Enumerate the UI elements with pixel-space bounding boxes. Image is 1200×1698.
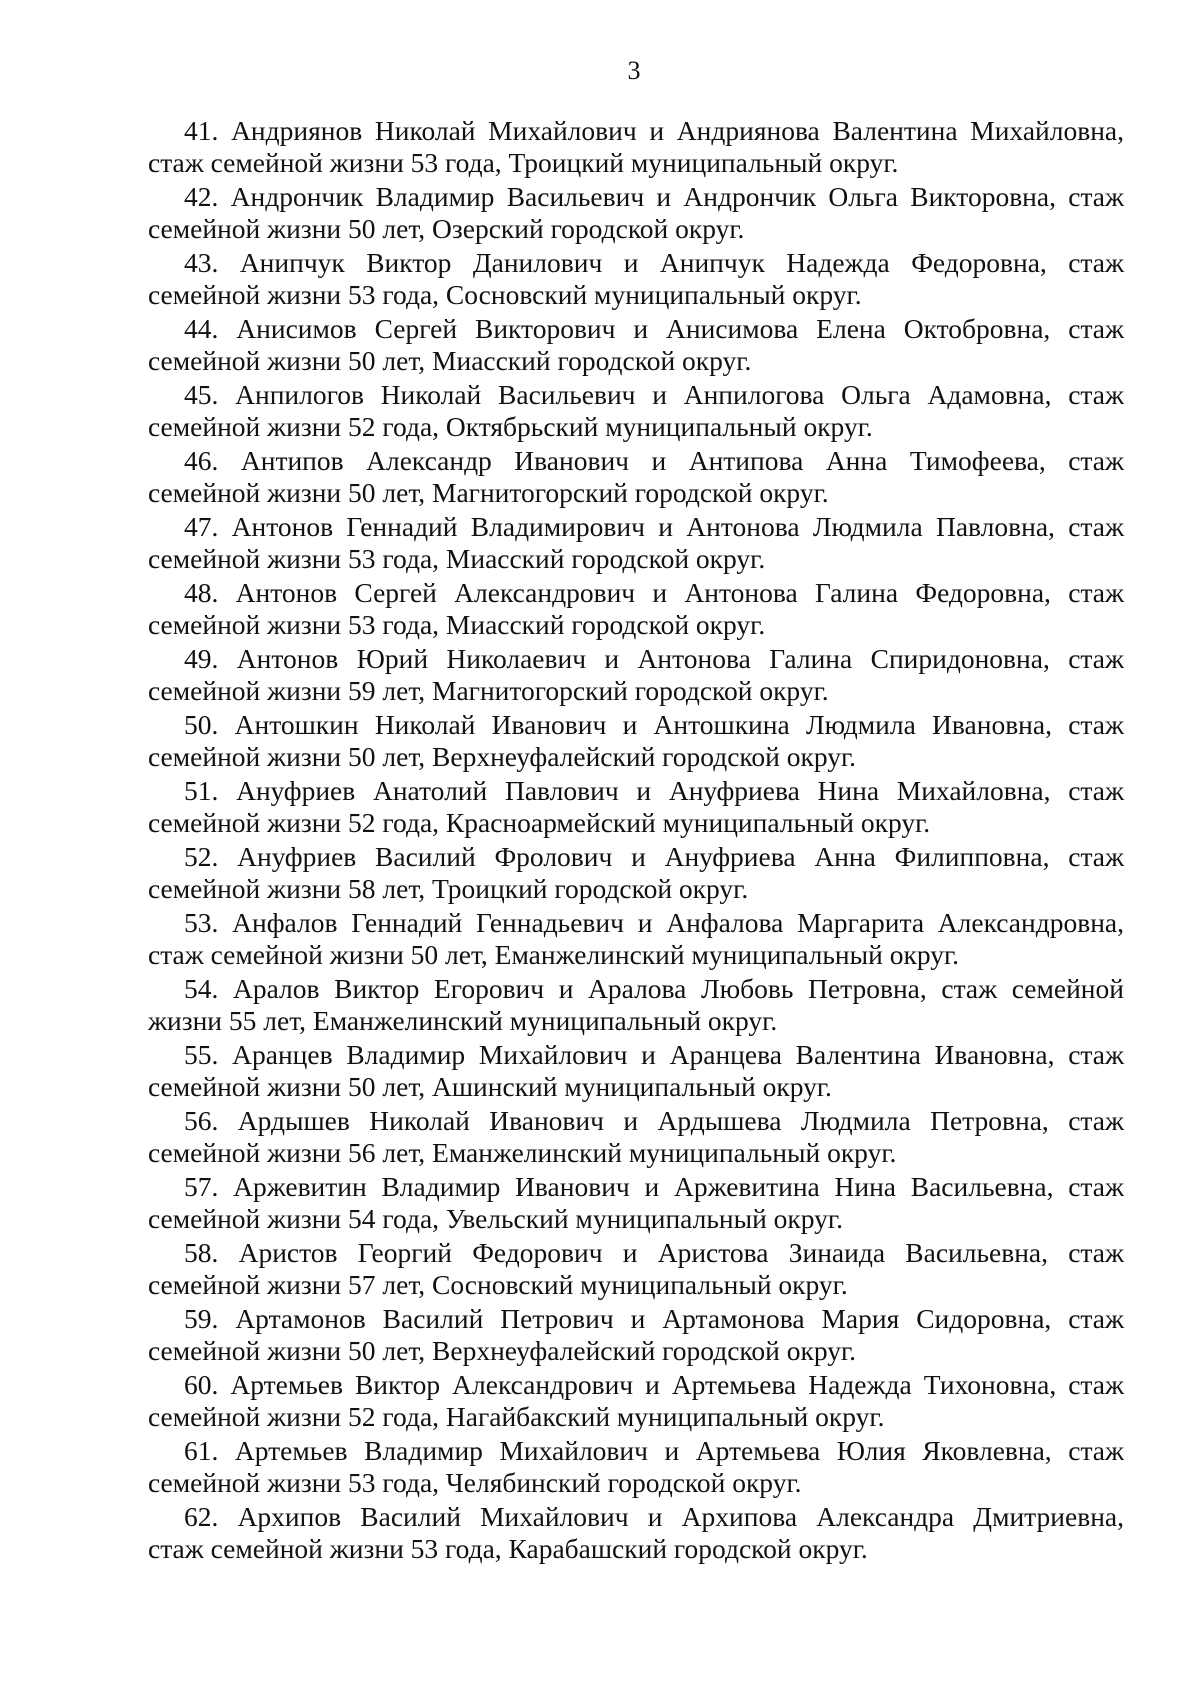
entry-line-2: семейной жизни 52 года, Октябрьский муниципальный округ. [148,411,873,442]
list-item [148,1435,1124,1499]
entry-line-1: 56. Ардышев Николай Иванович и Ардышева Людмила Петровна, стаж [184,1105,1124,1136]
entry-line-1: 42. Андрончик Владимир Васильевич и Андрончик Ольга Викторовна, стаж [184,181,1124,212]
entry-line-1: 62. Архипов Василий Михайлович и Архипова Александра Дмитриевна, [184,1501,1124,1532]
entry-line-1: 45. Анпилогов Николай Васильевич и Анпилогова Ольга Адамовна, стаж [184,379,1124,410]
entry-line-1: 44. Анисимов Сергей Викторович и Анисимова Елена Октобровна, стаж [184,313,1124,344]
entry-line-2: семейной жизни 53 года, Миасский городской округ. [148,609,766,640]
list-item [148,115,1124,179]
list-item [148,1171,1124,1235]
entry-line-2: стаж семейной жизни 53 года, Троицкий муниципальный округ. [148,147,899,178]
entry-line-2: стаж семейной жизни 53 года, Карабашский городской округ. [148,1533,868,1564]
entry-line-1: 51. Ануфриев Анатолий Павлович и Ануфриева Нина Михайловна, стаж [184,775,1124,806]
entry-line-2: стаж семейной жизни 50 лет, Еманжелинский муниципальный округ. [148,939,960,970]
list-item [148,1501,1124,1565]
list-item [148,973,1124,1037]
entry-line-1: 49. Антонов Юрий Николаевич и Антонова Галина Спиридоновна, стаж [184,643,1124,674]
entry-line-1: 50. Антошкин Николай Иванович и Антошкина Людмила Ивановна, стаж [184,709,1124,740]
list-item [148,1105,1124,1169]
entry-line-2: семейной жизни 56 лет, Еманжелинский муниципальный округ. [148,1137,897,1168]
entry-line-2: семейной жизни 53 года, Сосновский муниципальный округ. [148,279,862,310]
entry-line-2: семейной жизни 59 лет, Магнитогорский городской округ. [148,675,829,706]
entry-line-2: семейной жизни 52 года, Нагайбакский муниципальный округ. [148,1401,885,1432]
entry-line-1: 47. Антонов Геннадий Владимирович и Антонова Людмила Павловна, стаж [184,511,1124,542]
entry-line-2: семейной жизни 53 года, Челябинский городской округ. [148,1467,802,1498]
list-item [148,247,1124,311]
list-item [148,313,1124,377]
list-item [148,709,1124,773]
entry-line-2: жизни 55 лет, Еманжелинский муниципальный округ. [148,1005,778,1036]
list-item [148,379,1124,443]
entry-line-1: 41. Андриянов Николай Михайлович и Андриянова Валентина Михайловна, [184,115,1124,146]
entry-line-2: семейной жизни 58 лет, Троицкий городской округ. [148,873,749,904]
entry-line-1: 46. Антипов Александр Иванович и Антипова Анна Тимофеева, стаж [184,445,1124,476]
entry-line-2: семейной жизни 53 года, Миасский городской округ. [148,543,766,574]
list-item [148,1303,1124,1367]
entry-line-2: семейной жизни 54 года, Увельский муниципальный округ. [148,1203,843,1234]
entry-line-1: 54. Аралов Виктор Егорович и Аралова Любовь Петровна, стаж семейной [184,973,1124,1004]
entry-line-1: 43. Анипчук Виктор Данилович и Анипчук Надежда Федоровна, стаж [184,247,1124,278]
entry-line-1: 52. Ануфриев Василий Фролович и Ануфриева Анна Филипповна, стаж [184,841,1124,872]
entry-line-1: 53. Анфалов Геннадий Геннадьевич и Анфалова Маргарита Александровна, [184,907,1124,938]
entry-line-1: 61. Артемьев Владимир Михайлович и Артемьева Юлия Яковлевна, стаж [184,1435,1124,1466]
entry-line-2: семейной жизни 50 лет, Верхнеуфалейский городской округ. [148,1335,857,1366]
entry-line-2: семейной жизни 57 лет, Сосновский муниципальный округ. [148,1269,848,1300]
list-item [148,775,1124,839]
entry-line-1: 58. Аристов Георгий Федорович и Аристова Зинаида Васильевна, стаж [184,1237,1124,1268]
list-item [148,181,1124,245]
list-item [148,1039,1124,1103]
list-item [148,907,1124,971]
entry-line-2: семейной жизни 50 лет, Верхнеуфалейский городской округ. [148,741,857,772]
list-item [148,841,1124,905]
entry-line-2: семейной жизни 50 лет, Магнитогорский городской округ. [148,477,829,508]
entry-line-1: 57. Аржевитин Владимир Иванович и Аржевитина Нина Васильевна, стаж [184,1171,1124,1202]
entry-line-2: семейной жизни 50 лет, Ашинский муниципальный округ. [148,1071,832,1102]
entry-line-1: 48. Антонов Сергей Александрович и Антонова Галина Федоровна, стаж [184,577,1124,608]
list-item [148,511,1124,575]
list-item [148,1237,1124,1301]
entry-list [148,115,1124,1567]
list-item [148,643,1124,707]
entry-line-1: 60. Артемьев Виктор Александрович и Артемьева Надежда Тихоновна, стаж [184,1369,1124,1400]
entry-line-2: семейной жизни 52 года, Красноармейский муниципальный округ. [148,807,931,838]
entry-line-2: семейной жизни 50 лет, Озерский городской округ. [148,213,745,244]
entry-line-1: 59. Артамонов Василий Петрович и Артамонова Мария Сидоровна, стаж [184,1303,1124,1334]
list-item [148,577,1124,641]
entry-line-1: 55. Аранцев Владимир Михайлович и Аранцева Валентина Ивановна, стаж [184,1039,1124,1070]
page-number: 3 [627,56,641,85]
entry-line-2: семейной жизни 50 лет, Миасский городской округ. [148,345,752,376]
list-item [148,445,1124,509]
list-item [148,1369,1124,1433]
